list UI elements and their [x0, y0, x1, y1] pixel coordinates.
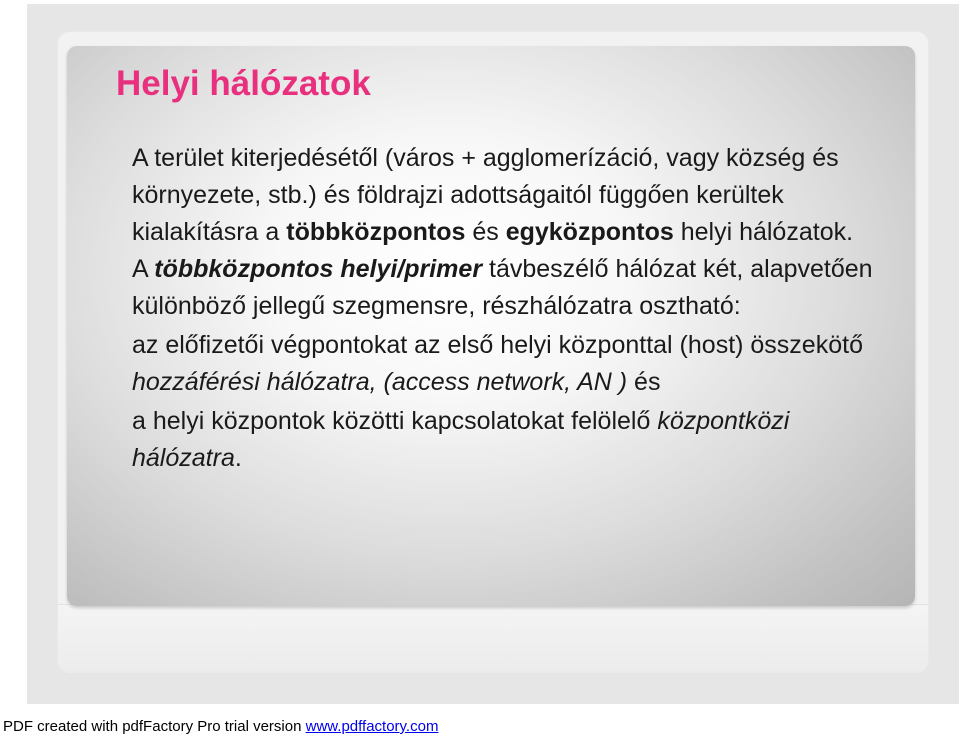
paragraph-2-lead: A	[132, 255, 155, 283]
paragraph-4-italic-term: központközi hálózatra	[132, 407, 790, 472]
paragraph-3	[132, 327, 892, 401]
paragraph-2-tail: távbeszélő hálózat két, alapvetően különböző jellegű szegmensre, részhálózatra osztható:	[132, 255, 873, 320]
slide-body	[132, 140, 892, 477]
paragraph-1-lead: A terület kiterjedésétől (város + agglomerízáció, vagy község és környezete, stb.) és földrajzi adottságaitól függően kerültek kialakításra a	[132, 144, 839, 246]
paragraph-2	[132, 251, 892, 325]
paragraph-1-bold-term-2: egyközpontos	[505, 218, 674, 246]
paragraph-4	[132, 403, 892, 477]
paragraph-1	[132, 140, 892, 251]
paragraph-3-tail: és	[627, 368, 661, 396]
pdffactory-link[interactable]: www.pdffactory.com	[305, 718, 439, 735]
pdf-footer-text: PDF created with pdfFactory Pro trial version	[3, 718, 306, 735]
pdf-footer	[3, 718, 438, 736]
paragraph-4-lead: a helyi központok közötti kapcsolatokat felölelő	[132, 407, 658, 435]
paragraph-1-mid: és	[465, 218, 506, 246]
paragraph-2-bold-italic-term: többközpontos helyi/primer	[154, 255, 483, 283]
paragraph-4-tail: .	[234, 444, 242, 472]
paragraph-3-italic-term: hozzáférési hálózatra, (access network, AN )	[132, 368, 628, 396]
paragraph-1-tail: helyi hálózatok.	[673, 218, 854, 246]
paragraph-1-bold-term-1: többközpontos	[286, 218, 466, 246]
paragraph-3-lead: az előfizetői végpontokat az első helyi központtal (host) összekötő	[132, 331, 863, 359]
slide-title: Helyi hálózatok	[116, 64, 371, 103]
slide-frame-bottom-band	[58, 604, 928, 673]
